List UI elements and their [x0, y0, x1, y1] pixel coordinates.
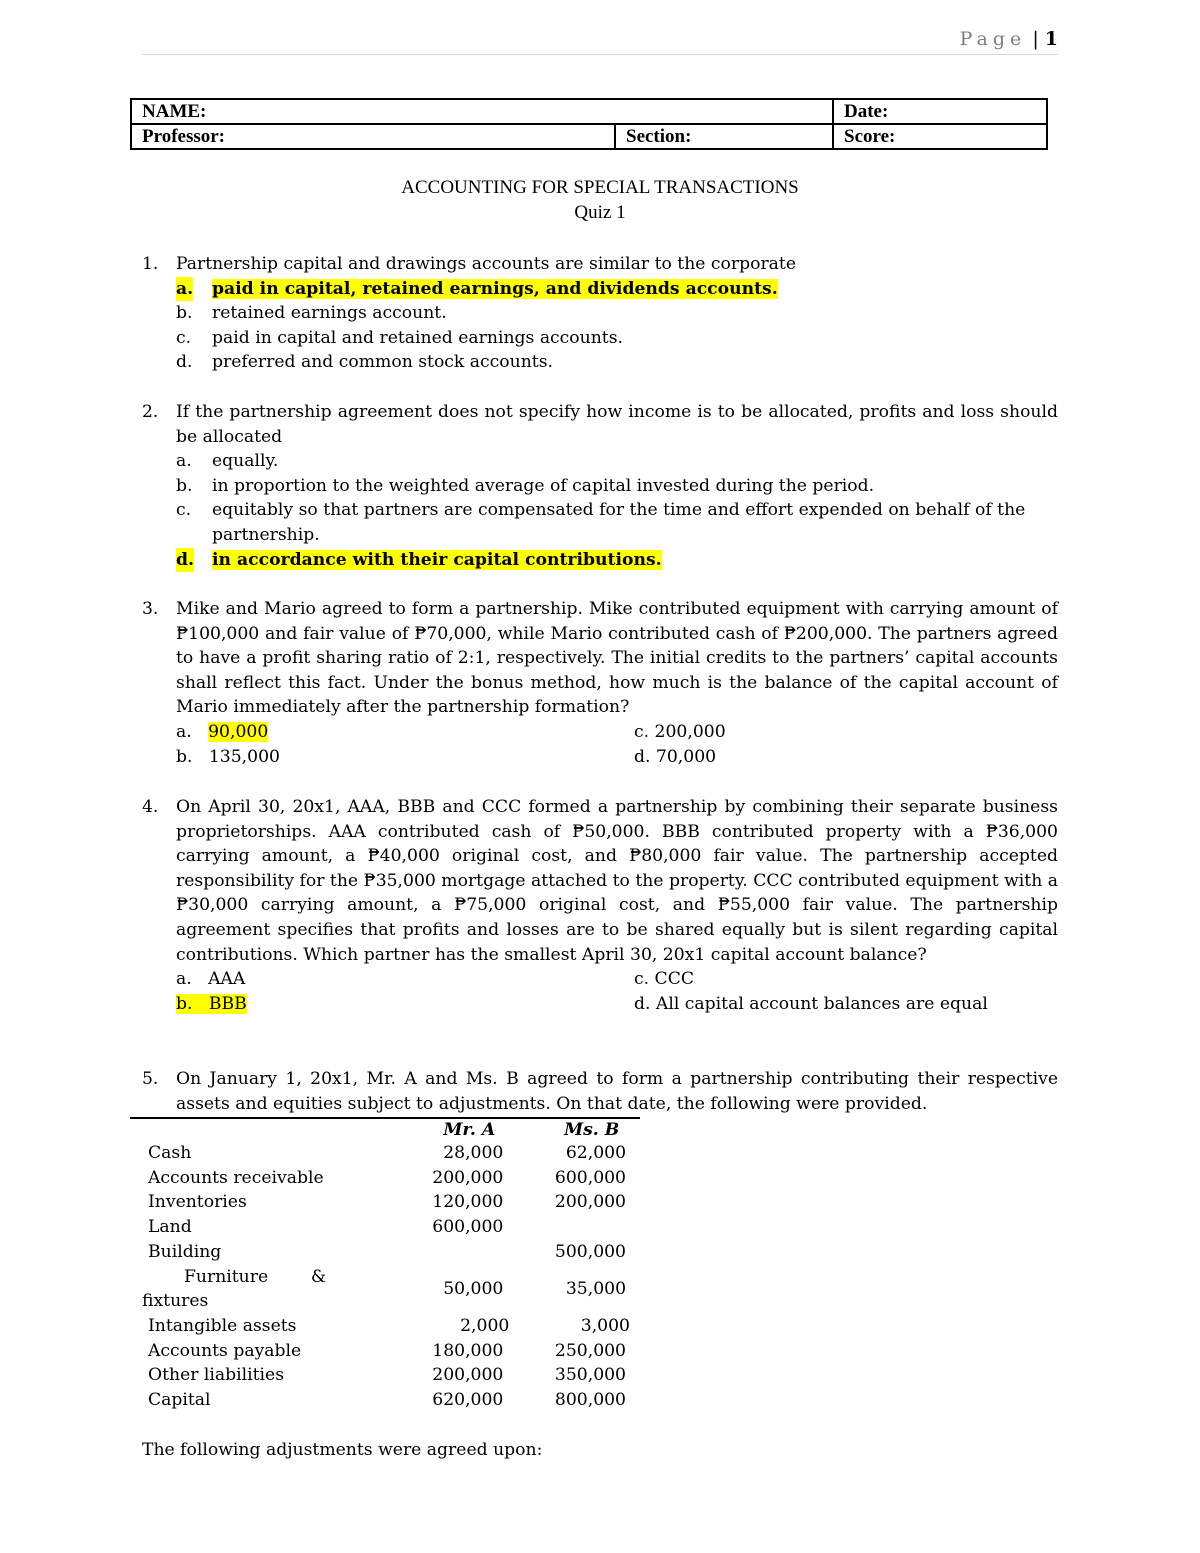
question-stem: On April 30, 20x1, AAA, BBB and CCC formed a partnership by combining their separate business proprietorships. AAA contributed cash of ₱50,000. BBB contributed property with a ₱36,000 carrying amount, a ₱40,000 original cost, and ₱80,000 fair value. The partnership accepted responsibility for the ₱35,000 mortgage attached to the property. CCC contributed equipment with a ₱30,000 carrying amount, a ₱75,000 original cost, and ₱55,000 fair value. The partnership agreement specifies that profits and losses are to be shared equally but is silent regarding capital contributions. Which partner has the smallest April 30, 20x1 capital account balance? — [176, 797, 1058, 965]
option-text: 135,000 — [208, 746, 280, 767]
cell-mr-a: 200,000 — [432, 1365, 504, 1386]
option-text: 90,000 — [208, 721, 269, 742]
question-stem: Mike and Mario agreed to form a partnership. Mike contributed equipment with carrying amount of ₱100,000 and fair value of ₱70,000, while Mario contributed cash of ₱200,000. The partners agreed to have a profit sharing ratio of 2:1, respectively. The initial credits to the partners’ capital accounts shall reflect this fact. Under the bonus method, how much is the balance of the capital account of Mario immediately after the partnership formation? — [176, 599, 1058, 718]
table-row — [130, 1215, 640, 1240]
question-number: 4. — [142, 797, 159, 817]
options-row-1 — [176, 967, 1058, 992]
table-row — [130, 1265, 640, 1314]
table-row — [130, 1314, 640, 1339]
table-row — [130, 1388, 640, 1413]
option-a[interactable] — [176, 967, 245, 992]
option-text: in proportion to the weighted average of capital invested during the period. — [212, 475, 875, 496]
option-c[interactable]: c. CCC — [634, 969, 695, 990]
document-title: ACCOUNTING FOR SPECIAL TRANSACTIONS — [401, 177, 799, 198]
question-stem: Partnership capital and drawings accounts are similar to the corporate — [176, 254, 796, 274]
question-number: 5. — [142, 1069, 159, 1089]
cell-ms-b: 500,000 — [554, 1241, 626, 1262]
cell-mr-a: 180,000 — [432, 1340, 504, 1361]
row-label: Accounts receivable — [148, 1167, 324, 1188]
question-5 — [142, 1067, 1058, 1116]
option-d[interactable] — [176, 350, 1058, 375]
options-row-2 — [176, 745, 1058, 770]
page-number — [960, 28, 1058, 50]
cell-mr-a: 600,000 — [432, 1217, 504, 1238]
option-text: AAA — [208, 969, 246, 990]
row-label: Cash — [148, 1143, 192, 1163]
cell-mr-a: 200,000 — [432, 1167, 504, 1188]
page-word: Page — [959, 28, 1027, 50]
section-field[interactable] — [615, 124, 833, 149]
option-letter: b. — [176, 993, 193, 1014]
option-c[interactable]: c. 200,000 — [634, 721, 726, 742]
score-label: Score: — [844, 126, 896, 147]
table-header-row — [130, 1118, 640, 1141]
option-text: preferred and common stock accounts. — [212, 352, 553, 373]
option-text: in accordance with their capital contributions. — [212, 549, 662, 570]
question-stem: If the partnership agreement does not specify how income is to be allocated, profits and loss should be allocated — [176, 402, 1058, 447]
question-3 — [142, 597, 1058, 769]
option-b[interactable] — [176, 745, 280, 770]
table-row — [130, 1190, 640, 1215]
question-number: 1. — [142, 254, 159, 274]
row-label: Inventories — [148, 1192, 247, 1213]
cell-mr-a: 120,000 — [432, 1192, 504, 1213]
cell-ms-b: 250,000 — [554, 1340, 626, 1361]
cell-mr-a: 28,000 — [443, 1143, 504, 1163]
name-label: NAME: — [142, 101, 207, 122]
cell-ms-b: 35,000 — [565, 1278, 626, 1299]
option-a[interactable] — [176, 449, 1058, 474]
table-row — [130, 1240, 640, 1265]
row-label: Capital — [148, 1390, 211, 1411]
option-letter: a. — [176, 721, 192, 742]
option-letter: a. — [176, 277, 193, 302]
option-text: equally. — [212, 451, 279, 472]
question-number: 3. — [142, 599, 159, 619]
table-row — [130, 1363, 640, 1388]
option-letter: a. — [176, 969, 192, 990]
row-label: Other liabilities — [148, 1365, 285, 1386]
row-label: Accounts payable — [148, 1340, 302, 1361]
option-b[interactable] — [176, 474, 1058, 499]
question-1 — [142, 252, 1058, 375]
row-label-part-2: fixtures — [142, 1291, 209, 1312]
cell-mr-a: 620,000 — [432, 1390, 504, 1411]
table-row — [130, 1339, 640, 1364]
score-field[interactable] — [833, 124, 1047, 149]
option-letter: b. — [176, 475, 193, 496]
option-c[interactable] — [176, 498, 1058, 547]
closing-text: The following adjustments were agreed upon: — [142, 1440, 543, 1460]
row-label: Land — [148, 1217, 192, 1238]
option-d[interactable]: d. All capital account balances are equal — [634, 993, 988, 1014]
row-label: Building — [148, 1241, 222, 1262]
question-number: 2. — [142, 402, 159, 422]
row-label-part-1: Furniture — [184, 1266, 269, 1287]
row-label: Intangible assets — [148, 1315, 297, 1336]
date-label: Date: — [844, 101, 889, 122]
option-letter: d. — [176, 548, 194, 573]
option-d[interactable] — [176, 548, 1058, 573]
option-letter: a. — [176, 451, 192, 472]
row-label — [130, 1265, 395, 1314]
page-header — [142, 28, 1058, 55]
option-letter: b. — [176, 746, 193, 767]
cell-ms-b: 350,000 — [554, 1365, 626, 1386]
cell-ms-b: 3,000 — [580, 1315, 630, 1336]
options-row-1 — [176, 720, 1058, 745]
option-letter: b. — [176, 303, 193, 324]
page-separator: | — [1032, 28, 1039, 50]
cell-mr-a: 2,000 — [460, 1315, 510, 1336]
cell-ms-b: 200,000 — [554, 1192, 626, 1213]
question-4 — [142, 795, 1058, 1016]
professor-label: Professor: — [142, 126, 226, 147]
option-c[interactable] — [176, 326, 1058, 351]
option-text: paid in capital and retained earnings accounts. — [212, 327, 623, 348]
table-row — [130, 1166, 640, 1191]
option-letter: c. — [176, 327, 192, 348]
option-d[interactable]: d. 70,000 — [634, 746, 717, 767]
question-stem: On January 1, 20x1, Mr. A and Ms. B agreed to form a partnership contributing their respective assets and equities subject to adjustments. On that date, the following were provided. — [176, 1069, 1058, 1114]
cell-mr-a: 50,000 — [443, 1278, 504, 1299]
table-header-ms-b: Ms. B — [543, 1118, 640, 1141]
section-label: Section: — [626, 126, 692, 147]
professor-field[interactable] — [131, 124, 615, 149]
student-info-table — [130, 98, 1048, 150]
table-header-blank — [130, 1118, 395, 1141]
option-letter: c. — [176, 500, 192, 521]
cell-ms-b — [543, 1215, 640, 1240]
cell-ms-b: 800,000 — [554, 1390, 626, 1411]
option-b[interactable] — [176, 992, 247, 1017]
cell-mr-a — [395, 1240, 543, 1265]
option-text: equitably so that partners are compensated for the time and effort expended on behalf of the partnership. — [212, 500, 1026, 545]
row-label-amp: & — [310, 1266, 327, 1287]
table-header-mr-a: Mr. A — [395, 1118, 543, 1141]
question-2 — [142, 400, 1058, 572]
option-text: retained earnings account. — [212, 303, 447, 324]
partner-assets-table — [130, 1117, 640, 1413]
option-a[interactable] — [176, 720, 268, 745]
option-text: BBB — [208, 993, 247, 1014]
page-number-value: 1 — [1044, 28, 1058, 50]
option-letter: d. — [176, 352, 193, 373]
option-b[interactable] — [176, 301, 1058, 326]
name-field[interactable] — [131, 99, 833, 124]
options-row-2 — [176, 992, 1058, 1017]
option-text: paid in capital, retained earnings, and dividends accounts. — [212, 278, 778, 299]
option-a[interactable] — [176, 277, 1058, 302]
cell-ms-b: 62,000 — [565, 1143, 626, 1163]
cell-ms-b: 600,000 — [554, 1167, 626, 1188]
document-subtitle: Quiz 1 — [574, 202, 626, 223]
date-field[interactable] — [833, 99, 1047, 124]
table-row — [130, 1141, 640, 1166]
